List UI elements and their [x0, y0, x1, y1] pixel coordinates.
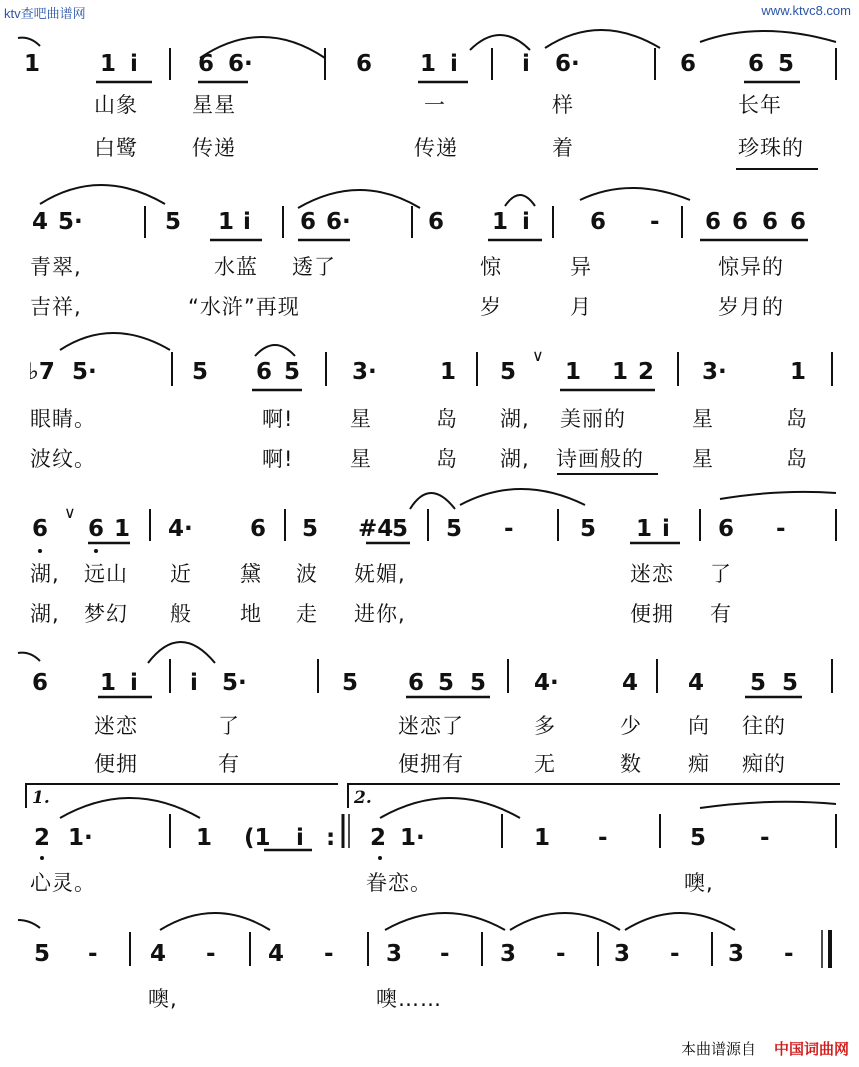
- note: 5: [438, 670, 455, 696]
- breath-mark: ∨: [64, 503, 76, 522]
- note: 5: [470, 670, 487, 696]
- note: -: [776, 516, 786, 542]
- note: 1: [114, 516, 131, 542]
- note: 6: [88, 516, 105, 542]
- note: 4·: [534, 670, 559, 696]
- lyric: 走: [296, 602, 318, 626]
- note: -: [650, 209, 660, 235]
- lyric: 岛: [786, 407, 808, 431]
- lyric: 黛: [240, 562, 262, 586]
- note: i: [662, 516, 670, 542]
- lyric: 迷恋: [94, 714, 138, 738]
- note: 6: [790, 209, 807, 235]
- watermark-right: www.ktvc8.com: [761, 3, 851, 18]
- system-7-notes: [0, 940, 859, 980]
- system-6-notes: [0, 824, 859, 864]
- lyric: 青翠,: [30, 255, 82, 279]
- note: i: [522, 209, 530, 235]
- source-footer: [681, 1038, 849, 1059]
- note: 5: [782, 670, 799, 696]
- note: ♭7: [28, 359, 55, 385]
- note: -: [206, 941, 216, 967]
- lyric: 惊异的: [718, 255, 784, 279]
- note: 6: [590, 209, 607, 235]
- note: i: [130, 670, 138, 696]
- lyric: 向: [688, 714, 710, 738]
- note: 3·: [702, 359, 727, 385]
- note: (1: [244, 825, 271, 851]
- note: 4: [688, 670, 705, 696]
- note: 3: [614, 941, 631, 967]
- note: 1: [565, 359, 582, 385]
- note: 5: [778, 51, 795, 77]
- note: 1: [100, 670, 117, 696]
- lyric: 星: [692, 447, 714, 471]
- lyric: 星星: [192, 93, 236, 117]
- lyric: 吉祥,: [30, 295, 82, 319]
- note: 3·: [352, 359, 377, 385]
- lyric: 诗画般的: [556, 447, 644, 471]
- note: 4: [32, 209, 49, 235]
- score-system-2: [0, 180, 859, 330]
- second-ending-label: 2.: [354, 788, 372, 808]
- note: 6: [705, 209, 722, 235]
- note: 5: [284, 359, 301, 385]
- note: 5: [392, 516, 409, 542]
- lyric: 着: [552, 136, 574, 160]
- note: -: [760, 825, 770, 851]
- lyric: 水蓝: [214, 255, 258, 279]
- note: 5: [165, 209, 182, 235]
- note: 6: [680, 51, 697, 77]
- watermark-left: ktv查吧曲谱网: [4, 6, 86, 21]
- lyric: 无: [534, 752, 556, 776]
- note: 2: [34, 825, 51, 851]
- lyric: 近: [170, 562, 192, 586]
- note: 6: [256, 359, 273, 385]
- note: 1·: [400, 825, 425, 851]
- note: i: [450, 51, 458, 77]
- lyric: 心灵。: [30, 871, 96, 895]
- note: 5: [446, 516, 463, 542]
- lyric: 湖,: [30, 562, 60, 586]
- note: 6: [762, 209, 779, 235]
- note: 1: [24, 51, 41, 77]
- note: 1·: [68, 825, 93, 851]
- note: 6: [408, 670, 425, 696]
- note: 5: [34, 941, 51, 967]
- note: -: [784, 941, 794, 967]
- note: 5: [192, 359, 209, 385]
- lyric: 远山: [84, 562, 128, 586]
- lyric: 山象: [94, 93, 138, 117]
- lyric: 便拥: [630, 602, 674, 626]
- note: 6: [718, 516, 735, 542]
- note: 1: [440, 359, 457, 385]
- lyric: 啊!: [262, 447, 294, 471]
- lyric: 噢,: [148, 987, 178, 1011]
- note: -: [504, 516, 514, 542]
- lyric: 有: [710, 602, 732, 626]
- note: -: [598, 825, 608, 851]
- lyric: 噢,: [684, 871, 714, 895]
- lyric: 眼睛。: [30, 407, 96, 431]
- lyric: 美丽的: [560, 407, 626, 431]
- lyric: 岁: [480, 295, 502, 319]
- brand-link[interactable]: 中国词曲网: [773, 1040, 849, 1058]
- lyric: 一: [424, 93, 446, 117]
- note: i: [296, 825, 304, 851]
- note: 1: [492, 209, 509, 235]
- lyric: 岁月的: [718, 295, 784, 319]
- lyric: 湖,: [500, 407, 530, 431]
- note: i: [190, 670, 198, 696]
- note: 1: [790, 359, 807, 385]
- lyric: 星: [350, 407, 372, 431]
- note: 6: [198, 51, 215, 77]
- note: 6: [300, 209, 317, 235]
- lyric: 少: [620, 714, 642, 738]
- lyric: 白鹭: [94, 136, 138, 160]
- lyric: 噢……: [376, 987, 442, 1011]
- note: 4: [150, 941, 167, 967]
- note: 6: [428, 209, 445, 235]
- lyric: 星: [692, 407, 714, 431]
- note: -: [324, 941, 334, 967]
- note: 6·: [228, 51, 253, 77]
- lyric: 痴: [688, 752, 710, 776]
- note: 3: [500, 941, 517, 967]
- note: 1: [420, 51, 437, 77]
- lyric: 眷恋。: [366, 871, 432, 895]
- note: 5·: [222, 670, 247, 696]
- lyric: 传递: [192, 136, 236, 160]
- lyric: 了: [710, 562, 732, 586]
- lyric: 岛: [436, 407, 458, 431]
- lyric: 多: [534, 714, 556, 738]
- lyric: “水浒”再现: [188, 295, 300, 319]
- note: 5: [580, 516, 597, 542]
- note: 3: [728, 941, 745, 967]
- note: 6: [748, 51, 765, 77]
- note: 4·: [168, 516, 193, 542]
- note: 1: [196, 825, 213, 851]
- note: 5: [690, 825, 707, 851]
- system-3-notes: [0, 358, 859, 398]
- note: 3: [386, 941, 403, 967]
- lyric: 星: [350, 447, 372, 471]
- system-1-notes: [0, 50, 859, 90]
- lyric: 痴的: [742, 752, 786, 776]
- note: i: [522, 51, 530, 77]
- lyric: 湖,: [30, 602, 60, 626]
- note: 4: [622, 670, 639, 696]
- lyric: 珍珠的: [738, 136, 804, 160]
- score-system-4: [0, 475, 859, 625]
- note: 5: [750, 670, 767, 696]
- lyric: 月: [570, 295, 592, 319]
- note: :: [326, 825, 336, 851]
- source-label: 本曲谱源自: [680, 1040, 756, 1058]
- note: 4: [268, 941, 285, 967]
- score-system-7: [0, 900, 859, 1050]
- note: 1: [534, 825, 551, 851]
- lyric: 了: [218, 714, 240, 738]
- note: 1: [612, 359, 629, 385]
- note: 6·: [555, 51, 580, 77]
- lyric: 传递: [414, 136, 458, 160]
- lyric: 异: [570, 255, 592, 279]
- note: -: [556, 941, 566, 967]
- lyric: 有: [218, 752, 240, 776]
- note: 6: [732, 209, 749, 235]
- lyric: 便拥: [94, 752, 138, 776]
- note: 1: [218, 209, 235, 235]
- system-2-notes: [0, 208, 859, 248]
- breath-mark: ∨: [532, 346, 544, 365]
- note: 5: [342, 670, 359, 696]
- note: 6·: [326, 209, 351, 235]
- lyric: 迷恋: [630, 562, 674, 586]
- lyric: 岛: [436, 447, 458, 471]
- lyric: 啊!: [262, 407, 294, 431]
- system-5-notes: [0, 669, 859, 709]
- note: -: [670, 941, 680, 967]
- note: 6: [32, 516, 49, 542]
- lyric: 样: [552, 93, 574, 117]
- score-system-1: [0, 20, 859, 170]
- lyric: 地: [240, 602, 262, 626]
- note: i: [130, 51, 138, 77]
- lyric: 波: [296, 562, 318, 586]
- lyric: 波纹。: [30, 447, 96, 471]
- note: 5·: [72, 359, 97, 385]
- score-system-3: [0, 322, 859, 472]
- note: #4: [358, 516, 394, 542]
- first-ending-label: 1.: [32, 788, 50, 808]
- note: 2: [370, 825, 387, 851]
- lyric: 迷恋了: [398, 714, 464, 738]
- note: -: [440, 941, 450, 967]
- lyric: 透了: [292, 255, 336, 279]
- note: -: [88, 941, 98, 967]
- note: 1: [100, 51, 117, 77]
- note: 5: [302, 516, 319, 542]
- note: 1: [636, 516, 653, 542]
- note: i: [243, 209, 251, 235]
- note: 6: [32, 670, 49, 696]
- note: 2: [638, 359, 655, 385]
- lyric: 长年: [738, 93, 782, 117]
- lyric: 便拥有: [398, 752, 464, 776]
- lyric: 湖,: [500, 447, 530, 471]
- lyric: 般: [170, 602, 192, 626]
- lyric: 进你,: [354, 602, 406, 626]
- lyric: 数: [620, 752, 642, 776]
- lyric: 梦幻: [84, 602, 128, 626]
- lyric: 妩媚,: [354, 562, 406, 586]
- system-4-notes: [0, 515, 859, 555]
- lyric: 往的: [742, 714, 786, 738]
- note: 6: [356, 51, 373, 77]
- lyric: 惊: [480, 255, 502, 279]
- note: 5: [500, 359, 517, 385]
- score-system-5: [0, 625, 859, 775]
- note: 6: [250, 516, 267, 542]
- lyric: 岛: [786, 447, 808, 471]
- note: 5·: [58, 209, 83, 235]
